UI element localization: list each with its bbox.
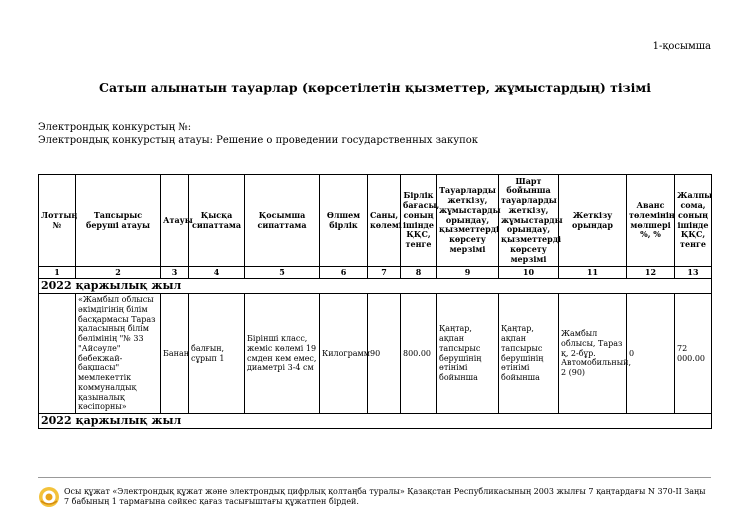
column-number: 2 bbox=[76, 267, 161, 279]
header-cell: Тауарларды жеткізу, жұмыстарды орындау, қызметтерді көрсету мерзімі bbox=[437, 175, 499, 267]
table-header-row bbox=[39, 175, 712, 267]
header-cell: Лоттың № bbox=[39, 175, 76, 267]
year-row bbox=[39, 279, 712, 294]
column-number: 13 bbox=[675, 267, 712, 279]
year-row bbox=[39, 414, 712, 429]
column-number: 3 bbox=[161, 267, 189, 279]
contest-name: Электрондық конкурстың атауы: Решение о проведении государственных закупок bbox=[38, 135, 479, 146]
column-number: 11 bbox=[559, 267, 627, 279]
column-number-row bbox=[39, 267, 712, 279]
cell-extra-description: Бірінші класс, жеміс көлемі 19 смден кем емес, диаметрі 3-4 см bbox=[245, 294, 320, 414]
footer-divider bbox=[38, 477, 711, 478]
cell-lot-number bbox=[39, 294, 76, 414]
header-cell: Аванс төлемінің мөлшері %, % bbox=[627, 175, 675, 267]
column-number: 8 bbox=[401, 267, 437, 279]
column-number: 5 bbox=[245, 267, 320, 279]
cell-unit: Килограмм bbox=[320, 294, 368, 414]
header-cell: Бірлік бағасы, соның ішінде ҚҚС, тенге bbox=[401, 175, 437, 267]
header-cell: Атауы bbox=[161, 175, 189, 267]
header-cell: Саны, көлемі bbox=[368, 175, 401, 267]
header-cell: Жеткізу орындар bbox=[559, 175, 627, 267]
cell-name: Банан bbox=[161, 294, 189, 414]
annex-label: 1-қосымша bbox=[652, 41, 711, 52]
column-number: 12 bbox=[627, 267, 675, 279]
header-cell: Жалпы сома, соның ішінде ҚҚС, тенге bbox=[675, 175, 712, 267]
cell-customer: «Жамбыл облысы әкімдігінің білім басқармасы Тараз қаласының білім бөлімінің "№ 33 "Айсәуле" бөбекжай-бақшасы" мемлекеттік коммуналдық қазыналық кәсіпорны» bbox=[76, 294, 161, 414]
egov-logo-icon bbox=[38, 486, 60, 508]
column-number: 6 bbox=[320, 267, 368, 279]
contest-number: Электрондық конкурстың №: bbox=[38, 122, 192, 133]
cell-delivery-place: Жамбыл облысы, Тараз қ, 2-бұр. Автомобильный, 2 (90) bbox=[559, 294, 627, 414]
legal-footer-note: Осы құжат «Электрондық құжат және электрондық цифрлық қолтаңба туралы» Қазақстан Республикасының 2003 жылғы 7 қаңтардағы N 370-II Заңы 7 бабының 1 тармағына сәйкес қағаз тасығыштағы құжатпен бірдей. bbox=[64, 487, 706, 507]
header-cell: Қосымша сипаттама bbox=[245, 175, 320, 267]
header-cell: Шарт бойынша тауарларды жеткізу, жұмыстарды орындау, қызметтерді көрсету мерзімі bbox=[499, 175, 559, 267]
cell-total: 72 000.00 bbox=[675, 294, 712, 414]
column-number: 1 bbox=[39, 267, 76, 279]
year-label: 2022 қаржылық жыл bbox=[39, 414, 712, 429]
page-title: Сатып алынатын тауарлар (көрсетілетін қызметтер, жұмыстардың) тізімі bbox=[99, 80, 651, 95]
column-number: 7 bbox=[368, 267, 401, 279]
column-number: 4 bbox=[189, 267, 245, 279]
cell-unit-price: 800.00 bbox=[401, 294, 437, 414]
cell-delivery-term: Қаңтар, ақпан тапсырыс берушінің өтінімі бойынша bbox=[437, 294, 499, 414]
cell-contract-term: Қаңтар, ақпан тапсырыс берушінің өтінімі бойынша bbox=[499, 294, 559, 414]
cell-short-description: балғын, сұрып 1 bbox=[189, 294, 245, 414]
cell-advance: 0 bbox=[627, 294, 675, 414]
year-label: 2022 қаржылық жыл bbox=[39, 279, 712, 294]
header-cell: Өлшем бірлік bbox=[320, 175, 368, 267]
table-row bbox=[39, 294, 712, 414]
goods-table bbox=[38, 174, 712, 429]
column-number: 9 bbox=[437, 267, 499, 279]
column-number: 10 bbox=[499, 267, 559, 279]
cell-quantity: 90 bbox=[368, 294, 401, 414]
header-cell: Қысқа сипаттама bbox=[189, 175, 245, 267]
header-cell: Тапсырыс беруші атауы bbox=[76, 175, 161, 267]
